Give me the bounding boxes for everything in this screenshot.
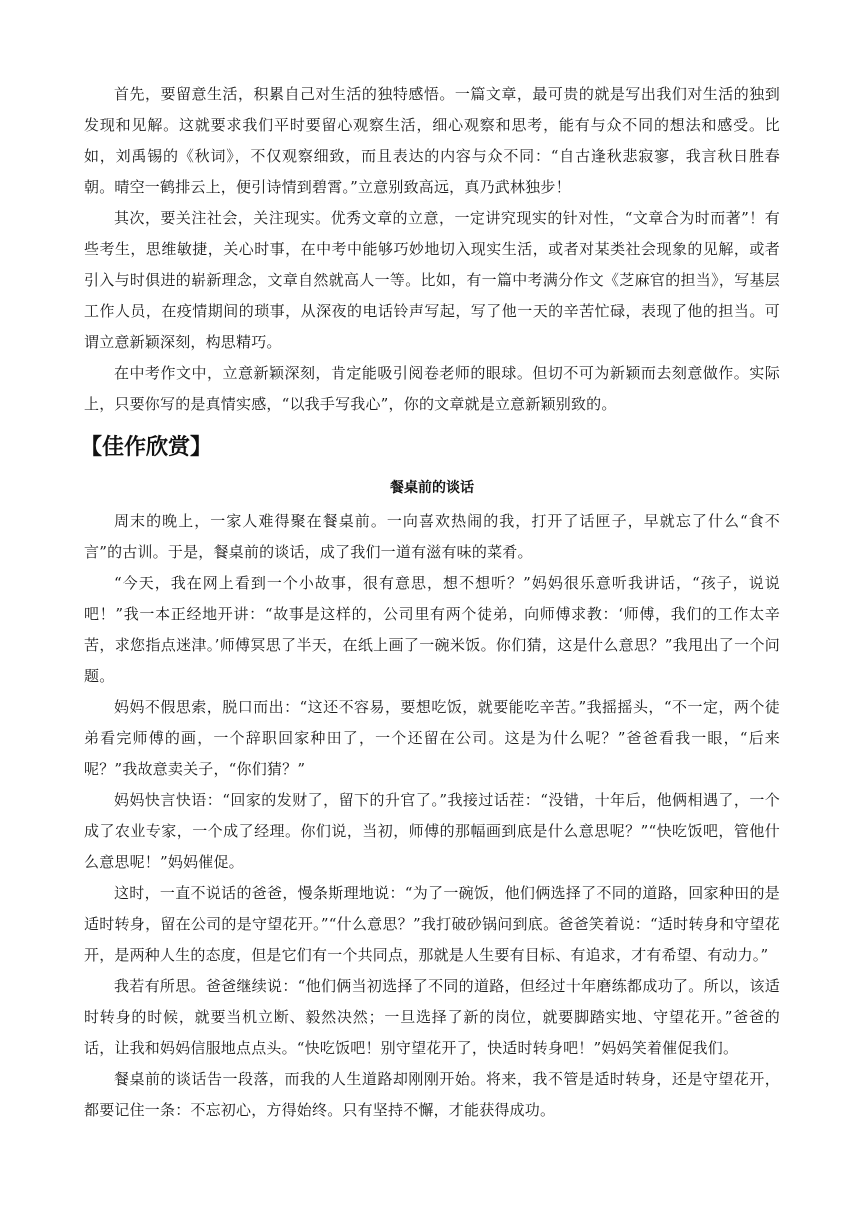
essay-paragraph: 我若有所思。爸爸继续说：“他们俩当初选择了不同的道路，但经过十年磨练都成功了。所以，该适时转身的时候，就要当机立断、毅然决然；一旦选择了新的岗位，就要脚踏实地、守望花开。”爸爸的话，让我和妈妈信服地点点头。“快吃饭吧！别守望花开了，快适时转身吧！”妈妈笑着催促我们。 — [84, 977, 780, 1057]
section-heading: 【佳作欣赏】 — [80, 435, 213, 460]
essay-title: 餐桌前的谈话 — [390, 480, 474, 496]
essay-paragraph: “今天，我在网上看到一个小故事，很有意思，想不想听？”妈妈很乐意听我讲话，“孩子，说说吧！”我一本正经地开讲：“故事是这样的，公司里有两个徒弟，向师傅求教：‘师傅，我们的工作太辛苦，求您指点迷津。’师傅冥思了半天，在纸上画了一碗米饭。你们猜，这是什么意思？”我甩出了一个问题。 — [84, 574, 780, 685]
essay-paragraph: 妈妈不假思索，脱口而出：“这还不容易，要想吃饭，就要能吃辛苦。”我摇摇头，“不一定，两个徒弟看完师傅的画，一个辞职回家种田了，一个还留在公司。这是为什么呢？”爸爸看我一眼，“后来呢？”我故意卖关子，“你们猜？” — [84, 698, 780, 778]
intro-paragraph: 其次，要关注社会，关注现实。优秀文章的立意，一定讲究现实的针对性，“文章合为时而著”！有些考生，思维敏捷，关心时事，在中考中能够巧妙地切入现实生活，或者对某类社会现象的见解，或者引入与时俱进的崭新理念，文章自然就高人一等。比如，有一篇中考满分作文《芝麻官的担当》，写基层工作人员，在疫情期间的琐事，从深夜的电话铃声写起，写了他一天的辛苦忙碌，表现了他的担当。可谓立意新颖深刻，构思精巧。 — [84, 209, 780, 351]
essay-paragraph: 餐桌前的谈话告一段落，而我的人生道路却刚刚开始。将来，我不管是适时转身，还是守望花开，都要记住一条：不忘初心，方得始终。只有坚持不懈，才能获得成功。 — [84, 1070, 780, 1119]
essay-paragraph: 妈妈快言快语：“回家的发财了，留下的升官了。”我接过话茬：“没错，十年后，他俩相遇了，一个成了农业专家，一个成了经理。你们说，当初，师傅的那幅画到底是什么意思呢？”“快吃饭吧，管他什么意思呢！”妈妈催促。 — [84, 791, 780, 871]
intro-paragraph: 首先，要留意生活，积累自己对生活的独特感悟。一篇文章，最可贵的就是写出我们对生活的独到发现和见解。这就要求我们平时要留心观察生活，细心观察和思考，能有与众不同的想法和感受。比如，刘禹锡的《秋词》，不仅观察细致，而且表达的内容与众不同：“自古逢秋悲寂寥，我言秋日胜春朝。晴空一鹤排云上，便引诗情到碧霄。”立意别致高远，真乃武林独步！ — [84, 85, 780, 196]
essay-paragraph: 这时，一直不说话的爸爸，慢条斯理地说：“为了一碗饭，他们俩选择了不同的道路，回家种田的是适时转身，留在公司的是守望花开。”“什么意思？”我打破砂锅问到底。爸爸笑着说：“适时转身和守望花开，是两种人生的态度，但是它们有一个共同点，那就是人生要有目标、有追求，才有希望、有动力。” — [84, 884, 780, 964]
document-page — [80, 79, 780, 1126]
intro-paragraph: 在中考作文中，立意新颖深刻，肯定能吸引阅卷老师的眼球。但切不可为新颖而去刻意做作。实际上，只要你写的是真情实感，“以我手写我心”，你的文章就是立意新颖别致的。 — [84, 364, 780, 413]
essay-paragraph: 周末的晚上，一家人难得聚在餐桌前。一向喜欢热闹的我，打开了话匣子，早就忘了什么“食不言”的古训。于是，餐桌前的谈话，成了我们一道有滋有味的菜肴。 — [84, 512, 780, 561]
